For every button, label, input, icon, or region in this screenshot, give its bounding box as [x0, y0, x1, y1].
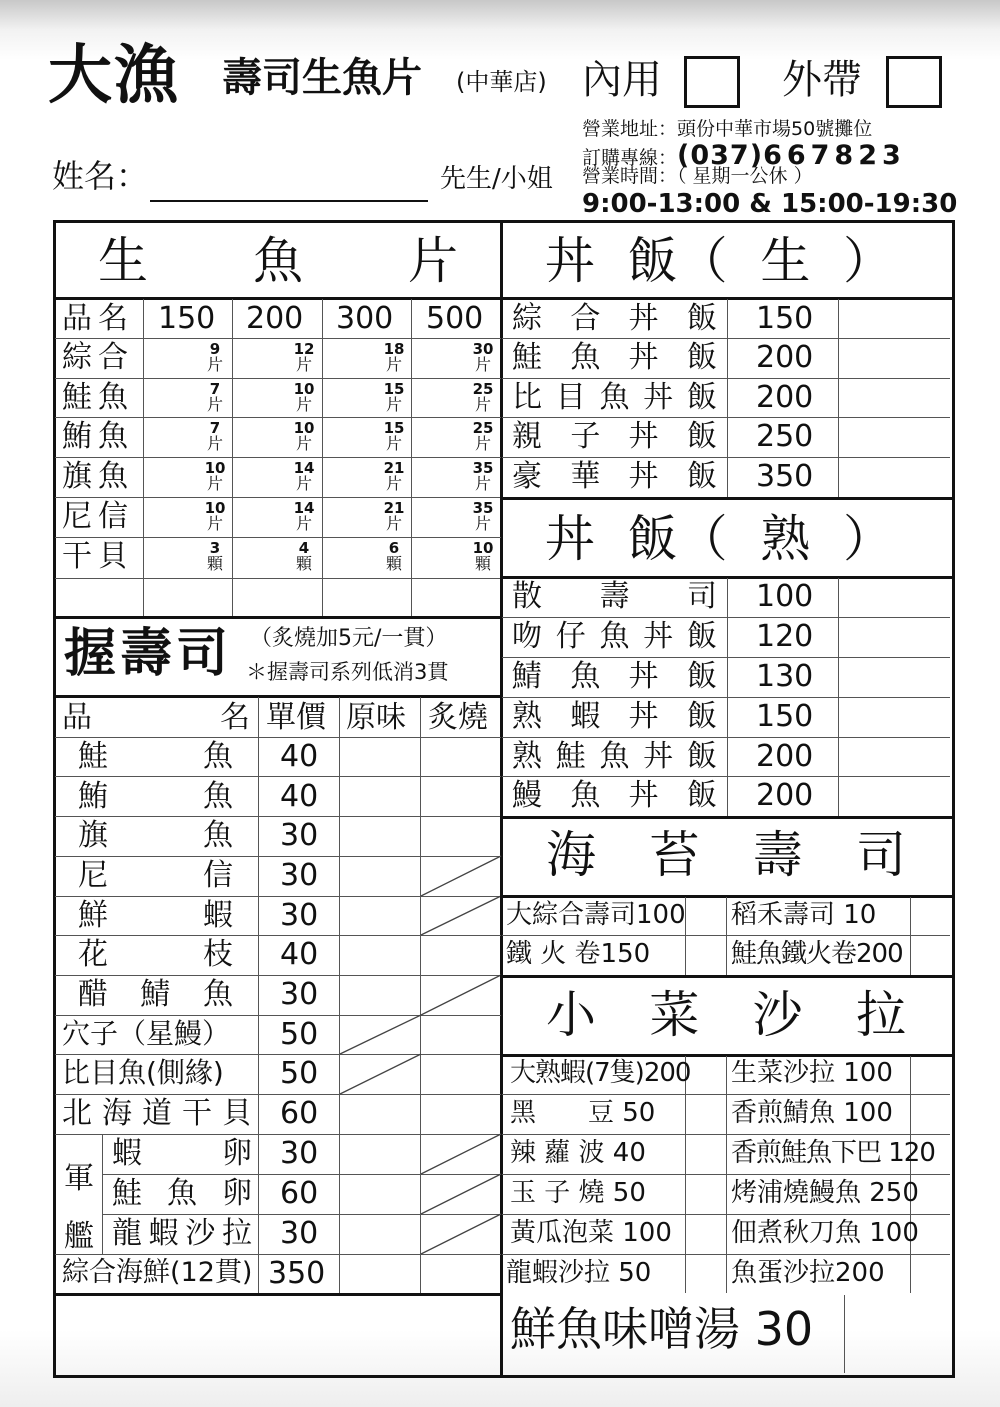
- notes-box[interactable]: [56, 1296, 499, 1372]
- nigiri-min-note: ＊握壽司系列低消3貫: [246, 660, 449, 684]
- soup-order-box[interactable]: [846, 1296, 948, 1372]
- brand-name: 大漁: [48, 39, 180, 113]
- sashimi-header-200: 200: [246, 301, 304, 336]
- name-label: 姓名：: [52, 157, 149, 195]
- seared-order-column[interactable]: [421, 737, 501, 1293]
- nigiri-sear-note: （炙燒加5元/一貫）: [250, 626, 448, 651]
- hours-info: [582, 167, 813, 186]
- dine-in-label: 內用: [582, 57, 662, 103]
- miso-soup: 鮮魚味噌湯 30: [510, 1302, 814, 1356]
- plain-order-column[interactable]: [340, 737, 420, 1293]
- sashimi-header-name: 品名: [62, 301, 134, 336]
- address-label: 營業地址：: [582, 118, 678, 140]
- title-suffix: 先生/小姐: [440, 164, 553, 194]
- sashimi-header-300: 300: [336, 301, 394, 336]
- phone-label: 訂購專線：: [582, 147, 678, 169]
- takeout-checkbox[interactable]: [886, 56, 942, 108]
- sashimi-header-500: 500: [426, 301, 484, 336]
- branch-name: (中華店): [456, 68, 547, 96]
- hours-label: 營業時間：: [582, 165, 678, 187]
- nigiri-title: 握壽司: [64, 624, 233, 684]
- closed-day: （ 星期一公休 ）: [677, 165, 813, 187]
- address: 頭份中華市場50號攤位: [677, 118, 873, 140]
- donburi-raw-title: 丼 飯（ 生 ）: [545, 232, 893, 290]
- phone-number: 667823: [763, 140, 906, 171]
- takeout-label: 外帶: [782, 57, 862, 103]
- donburi-cooked-title: 丼 飯（ 熟 ）: [545, 510, 893, 568]
- sashimi-header-150: 150: [158, 301, 216, 336]
- dine-in-checkbox[interactable]: [684, 56, 740, 108]
- gunkan-label: 軍艦: [64, 1161, 94, 1254]
- sashimi-title: 生 魚 片: [98, 232, 458, 290]
- nigiri-header-seared: 炙燒: [428, 700, 488, 735]
- nigiri-header-plain: 原味: [346, 700, 406, 735]
- brand-subtitle: 壽司生魚片: [222, 55, 422, 101]
- nori-title: 海 苔 壽 司: [546, 826, 906, 884]
- phone-area: (037): [677, 140, 764, 171]
- name-input[interactable]: [150, 200, 428, 202]
- nigiri-header-price: 單價: [266, 700, 326, 735]
- business-hours: 9:00-13:00 & 15:00-19:30: [582, 189, 958, 219]
- sides-title: 小 菜 沙 拉: [546, 986, 906, 1044]
- nigiri-header-name: 品 名: [62, 700, 250, 735]
- address-info: [582, 120, 872, 139]
